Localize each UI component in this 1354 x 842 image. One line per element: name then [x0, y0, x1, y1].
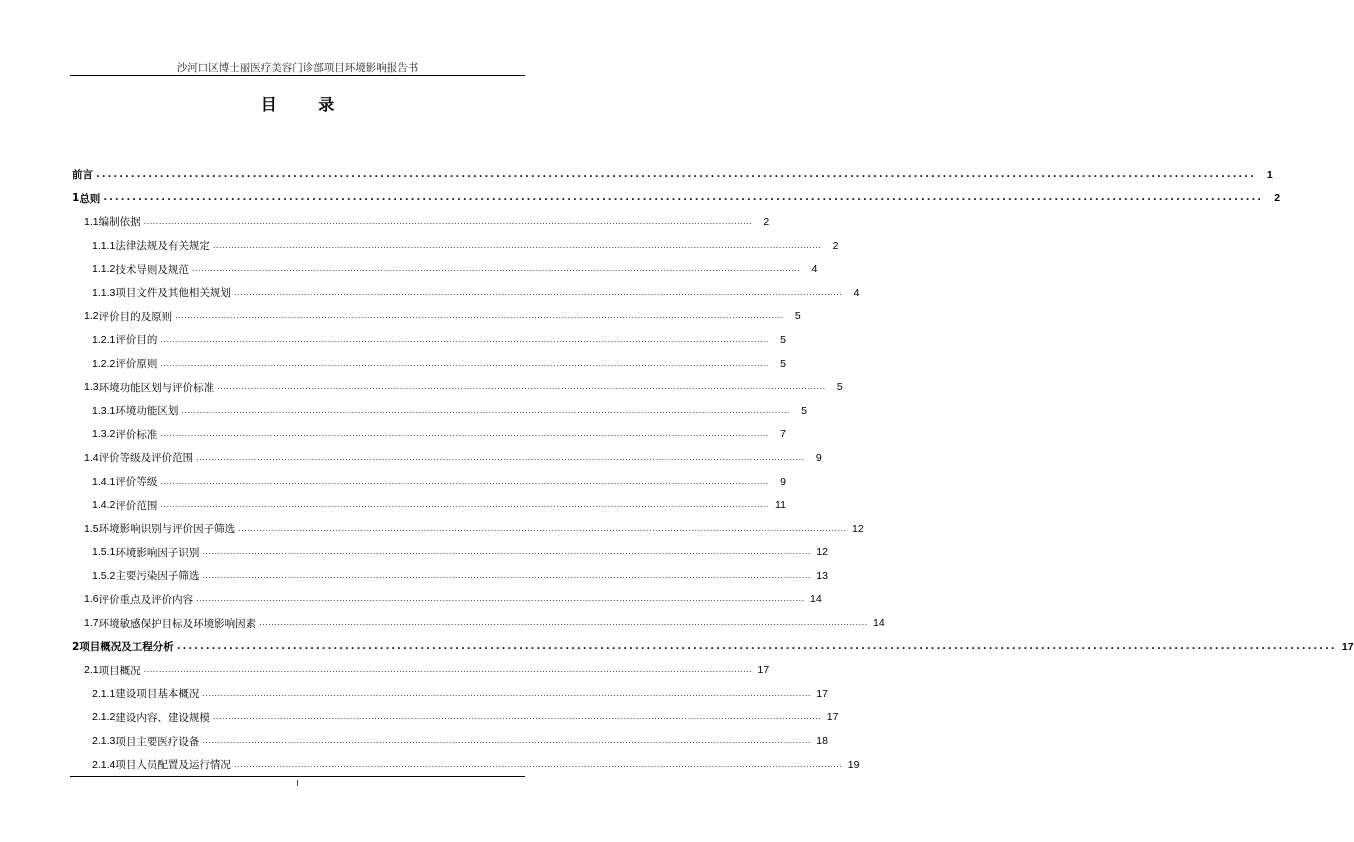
toc-entry-number: 1.3.1	[92, 404, 116, 417]
toc-entry-page: 17	[816, 687, 828, 700]
dot-leader: ........................................................................................................................................................................................................	[233, 759, 843, 769]
toc-entry-page: 13	[816, 569, 828, 582]
toc-entry-label: 环境影响因子识别	[115, 546, 200, 559]
toc-title: 目 录	[260, 95, 353, 114]
toc-entry[interactable]	[72, 588, 822, 612]
dot-leader: ........................................................................................................................................................................................................	[202, 570, 811, 580]
toc-entry-label: 技术导则及规范	[115, 263, 189, 276]
toc-entry-number: 2.1.4	[92, 758, 116, 771]
toc-entry-number: 1.1.1	[92, 239, 116, 252]
toc-entry-page: 2	[763, 215, 770, 228]
toc-entry[interactable]	[72, 470, 786, 494]
toc-entry[interactable]	[72, 729, 828, 753]
toc-entry-label: 评价目的	[115, 334, 158, 347]
toc-entry[interactable]	[72, 635, 1354, 659]
dot-leader: ........................................................................................................................................................................................................	[259, 618, 868, 628]
toc-entry-label: 项目概况	[98, 664, 141, 677]
dot-leader: ........................................................................................................................................................................................................	[233, 287, 843, 297]
dot-leader: ........................................................................................................................................................................................................	[217, 382, 826, 392]
dot-leader: ........................................................................................................................................................................................................	[160, 334, 769, 344]
toc-entry-page: 2	[1274, 192, 1281, 205]
toc-entry-number: 1.1.3	[92, 286, 116, 299]
toc-entry-label: 评价原则	[115, 358, 158, 371]
toc-entry-number: 1.5	[84, 522, 99, 535]
toc-entry-page: 9	[780, 475, 786, 488]
toc-entry-number: 1.3	[84, 381, 99, 394]
dot-leader: ........................................................................................................................................................................................................	[196, 594, 805, 604]
running-header: 沙河口区博士丽医疗美容门诊部项目环境影响报告书	[176, 62, 419, 74]
dot-leader: ........................................................................................................................................................................................................	[212, 712, 822, 722]
toc-entry-page: 5	[780, 357, 786, 370]
toc-entry-number: 2.1.3	[92, 735, 116, 748]
dot-leader: ........................................................................................................................................................................................................	[176, 640, 1337, 652]
toc-entry[interactable]	[72, 493, 786, 517]
toc-entry-page: 14	[810, 593, 822, 606]
dot-leader: ........................................................................................................................................................................................................	[160, 500, 769, 510]
toc-entry-number: 1.2.1	[92, 333, 116, 346]
toc-entry[interactable]	[72, 564, 828, 588]
toc-entry-page: 17	[757, 664, 770, 677]
toc-entry-number: 1.6	[84, 593, 99, 606]
table-of-contents	[72, 163, 1354, 776]
toc-entry[interactable]	[72, 234, 839, 258]
dot-leader: ........................................................................................................................................................................................................	[181, 405, 790, 415]
dot-leader: ........................................................................................................................................................................................................	[191, 264, 801, 274]
toc-entry-number: 1.7	[84, 617, 99, 630]
toc-entry-page: 7	[780, 428, 786, 441]
dot-leader: ........................................................................................................................................................................................................	[96, 168, 1256, 180]
toc-entry-page: 4	[811, 263, 818, 276]
dot-leader: ........................................................................................................................................................................................................	[212, 240, 822, 250]
toc-entry-label: 建设内容、建设规模	[115, 711, 210, 724]
dot-leader: ........................................................................................................................................................................................................	[160, 476, 769, 486]
toc-entry-page: 19	[847, 758, 860, 771]
toc-entry-page: 5	[836, 381, 843, 394]
toc-entry-label: 项目概况及工程分析	[79, 641, 174, 654]
page-number: I	[296, 779, 299, 788]
toc-entry-label: 评价等级及评价范围	[98, 452, 194, 465]
toc-entry-page: 17	[1341, 640, 1354, 653]
toc-entry-label: 环境功能区划	[115, 405, 179, 418]
toc-entry-label: 环境敏感保护目标及环境影响因素	[98, 617, 257, 630]
dot-leader: ........................................................................................................................................................................................................	[238, 523, 847, 533]
toc-entry-label: 编制依据	[98, 216, 141, 229]
toc-entry-number: 2.1	[84, 664, 99, 677]
toc-entry-page: 17	[826, 711, 839, 724]
toc-entry[interactable]	[72, 611, 885, 635]
toc-entry-label: 建设项目基本概况	[115, 688, 200, 701]
toc-entry-page: 5	[794, 310, 801, 323]
toc-entry-number: 1.2	[84, 310, 99, 323]
toc-entry[interactable]	[72, 753, 860, 777]
toc-entry-number: 2.1.1	[92, 687, 116, 700]
toc-entry-label: 项目主要医疗设备	[115, 735, 200, 748]
dot-leader: ........................................................................................................................................................................................................	[103, 192, 1264, 204]
toc-entry-label: 项目文件及其他相关规划	[115, 287, 231, 300]
toc-entry-label: 环境影响识别与评价因子筛选	[98, 523, 236, 536]
toc-entry[interactable]	[72, 423, 786, 447]
toc-entry-number: 1.4.1	[92, 475, 116, 488]
toc-entry[interactable]	[72, 163, 1273, 187]
toc-entry[interactable]	[72, 517, 864, 541]
toc-entry-page: 4	[853, 286, 860, 299]
dot-leader: ........................................................................................................................................................................................................	[175, 311, 784, 321]
toc-entry-page: 11	[775, 499, 786, 512]
toc-entry-label: 总则	[79, 192, 101, 205]
dot-leader: ........................................................................................................................................................................................................	[143, 216, 753, 226]
toc-entry-label: 评价重点及评价内容	[98, 593, 194, 606]
toc-entry[interactable]	[72, 257, 818, 281]
toc-entry-page: 1	[1266, 168, 1273, 181]
toc-entry-label: 评价标准	[115, 428, 158, 441]
toc-entry-label: 主要污染因子筛选	[115, 570, 200, 583]
dot-leader: ........................................................................................................................................................................................................	[202, 736, 811, 746]
toc-entry[interactable]	[72, 399, 807, 423]
toc-entry[interactable]	[72, 305, 801, 329]
dot-leader: ........................................................................................................................................................................................................	[196, 452, 805, 462]
toc-entry-number: 1.4	[84, 451, 99, 464]
toc-entry[interactable]	[72, 281, 860, 305]
toc-entry-number: 1.1.2	[92, 263, 116, 276]
toc-entry-page: 14	[873, 617, 885, 630]
dot-leader: ........................................................................................................................................................................................................	[160, 358, 769, 368]
toc-entry[interactable]	[72, 375, 843, 399]
toc-entry-number: 1.3.2	[92, 428, 116, 441]
dot-leader: ........................................................................................................................................................................................................	[202, 688, 811, 698]
toc-entry-page: 9	[815, 451, 822, 464]
toc-entry[interactable]	[72, 210, 770, 234]
toc-entry-page: 18	[816, 735, 828, 748]
toc-entry-page: 2	[832, 239, 839, 252]
toc-entry[interactable]	[72, 187, 1281, 211]
toc-entry-label: 环境功能区划与评价标准	[98, 381, 215, 394]
toc-entry[interactable]	[72, 658, 770, 682]
toc-entry-number: 1.5.2	[92, 569, 116, 582]
toc-entry-label: 评价等级	[115, 476, 158, 489]
dot-leader: ........................................................................................................................................................................................................	[160, 429, 769, 439]
footer-rule	[70, 776, 525, 777]
toc-entry[interactable]	[72, 328, 786, 352]
dot-leader: ........................................................................................................................................................................................................	[202, 547, 811, 557]
toc-entry-number: 1.4.2	[92, 499, 116, 512]
toc-entry-label: 前言	[72, 169, 93, 182]
toc-entry-number: 1.1	[84, 215, 99, 228]
toc-entry[interactable]	[72, 706, 839, 730]
toc-entry[interactable]	[72, 446, 822, 470]
toc-entry-page: 5	[801, 404, 807, 417]
toc-entry-label: 法律法规及有关规定	[115, 240, 210, 253]
header-rule	[70, 75, 525, 76]
toc-entry[interactable]	[72, 541, 828, 565]
toc-entry-page: 12	[816, 546, 828, 559]
toc-entry-label: 项目人员配置及运行情况	[115, 759, 231, 772]
toc-entry-page: 5	[780, 333, 786, 346]
toc-entry-label: 评价目的及原则	[98, 310, 173, 323]
toc-entry[interactable]	[72, 682, 828, 706]
toc-entry-number: 2	[72, 640, 80, 653]
toc-entry-number: 1	[72, 192, 80, 205]
toc-entry-page: 12	[852, 522, 864, 535]
toc-entry[interactable]	[72, 352, 786, 376]
toc-entry-number: 2.1.2	[92, 711, 116, 724]
dot-leader: ........................................................................................................................................................................................................	[143, 665, 753, 675]
toc-entry-label: 评价范围	[115, 499, 158, 512]
toc-entry-number: 1.5.1	[92, 546, 116, 559]
toc-entry-number: 1.2.2	[92, 357, 116, 370]
